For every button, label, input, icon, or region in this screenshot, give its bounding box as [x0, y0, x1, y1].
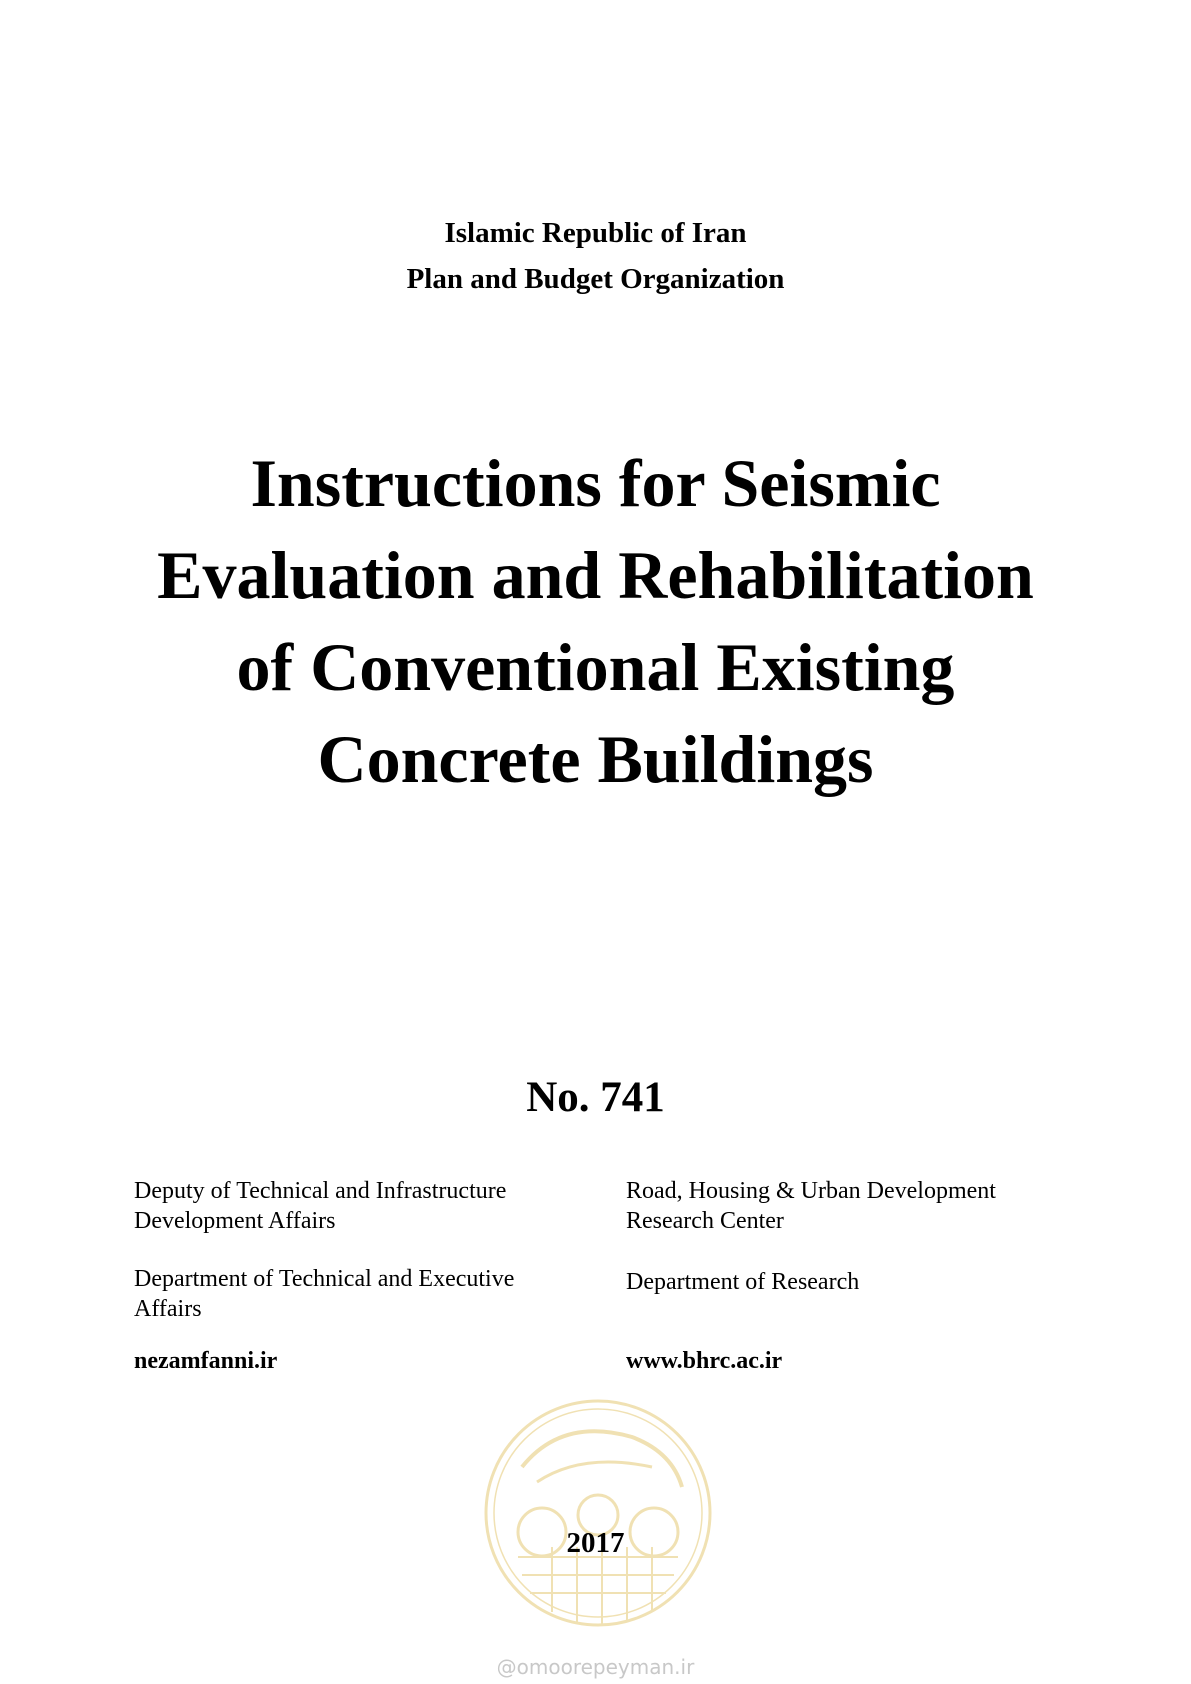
watermark-text	[0, 1655, 1191, 1679]
left-org-line: Deputy of Technical and Infrastructure	[134, 1178, 507, 1204]
right-dept: Department of Research	[626, 1269, 860, 1295]
publication-year: 2017	[566, 1527, 625, 1559]
left-org-line: Development Affairs	[134, 1208, 336, 1234]
title-line: Evaluation and Rehabilitation	[157, 537, 1034, 613]
publisher-header	[0, 210, 1191, 302]
right-org-line: Road, Housing & Urban Development	[626, 1178, 996, 1204]
document-title	[0, 437, 1191, 805]
publication-number: No. 741	[526, 1074, 665, 1121]
title-line: Concrete Buildings	[317, 721, 874, 797]
watermark-seal-icon	[482, 1397, 714, 1629]
right-website-link[interactable]: www.bhrc.ac.ir	[626, 1348, 783, 1374]
organization-name: Plan and Budget Organization	[406, 263, 785, 295]
title-line: Instructions for Seismic	[250, 445, 941, 521]
title-line: of Conventional Existing	[236, 629, 955, 705]
country-name: Islamic Republic of Iran	[444, 217, 747, 249]
left-dept-line: Department of Technical and Executive	[134, 1266, 515, 1292]
at-icon: @	[496, 1655, 517, 1679]
left-website-link[interactable]: nezamfanni.ir	[134, 1348, 278, 1374]
right-org-line: Research Center	[626, 1208, 784, 1234]
left-org-block	[134, 1176, 574, 1236]
right-org-block	[626, 1176, 1086, 1236]
watermark-url: omoorepeyman.ir	[516, 1655, 695, 1679]
left-dept-block	[134, 1264, 574, 1324]
left-dept-line: Affairs	[134, 1296, 202, 1322]
